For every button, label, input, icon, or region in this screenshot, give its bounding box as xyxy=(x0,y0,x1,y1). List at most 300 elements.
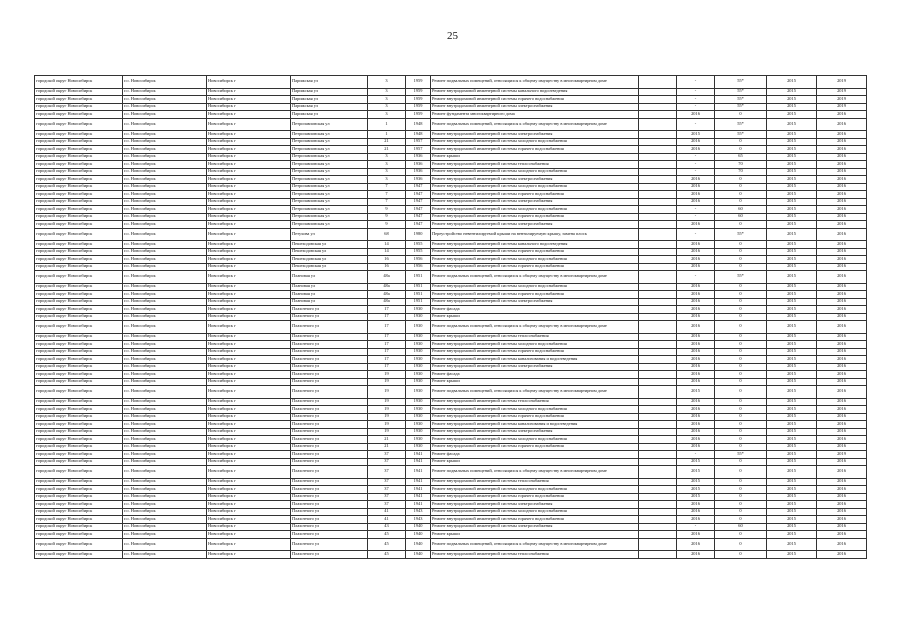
city-cell: Новосибирск г xyxy=(207,271,291,284)
district-cell: городской округ Новосибирск xyxy=(35,458,123,466)
end-year-cell: 2016 xyxy=(817,486,867,494)
work-type-cell: Ремонт внутридомовой инженерной системы горячего водоснабжения xyxy=(431,291,639,299)
district-cell: городской округ Новосибирск xyxy=(35,493,123,501)
street-cell: Плахотного ул xyxy=(291,516,368,524)
planned-year-cell: 2016 xyxy=(677,413,715,421)
wear-percent-cell: 0 xyxy=(715,443,767,451)
work-type-cell: Ремонт крыши xyxy=(431,153,639,161)
end-year-cell: 2016 xyxy=(817,501,867,509)
start-year-cell: 2015 xyxy=(767,356,817,364)
city-cell: Новосибирск г xyxy=(207,363,291,371)
work-type-cell: Ремонт подвальных помещений, относящихся к общему имуществу в многоквартирном доме xyxy=(431,271,639,284)
empty-cell xyxy=(639,96,677,104)
city-cell: Новосибирск г xyxy=(207,538,291,551)
table-row xyxy=(35,131,867,139)
district-cell: городской округ Новосибирск xyxy=(35,501,123,509)
start-year-cell: 2015 xyxy=(767,516,817,524)
empty-cell xyxy=(639,428,677,436)
municipality-cell: г.о. Новосибирск xyxy=(123,371,207,379)
end-year-cell: 2016 xyxy=(817,378,867,386)
end-year-cell: 2016 xyxy=(817,551,867,559)
municipality-cell: г.о. Новосибирск xyxy=(123,146,207,154)
start-year-cell: 2015 xyxy=(767,118,817,131)
wear-percent-cell: 0 xyxy=(715,306,767,314)
district-cell: городской округ Новосибирск xyxy=(35,118,123,131)
city-cell: Новосибирск г xyxy=(207,386,291,399)
street-cell: Плахотного ул xyxy=(291,551,368,559)
district-cell: городской округ Новосибирск xyxy=(35,321,123,334)
empty-cell xyxy=(639,161,677,169)
wear-percent-cell: 0 xyxy=(715,333,767,341)
planned-year-cell: 2016 xyxy=(677,283,715,291)
work-type-cell: Ремонт внутридомовой инженерной системы горячего водоснабжения xyxy=(431,248,639,256)
start-year-cell: 2015 xyxy=(767,378,817,386)
house-number-cell: 17 xyxy=(368,306,406,314)
district-cell: городской округ Новосибирск xyxy=(35,486,123,494)
planned-year-cell: 2016 xyxy=(677,551,715,559)
empty-cell xyxy=(639,146,677,154)
planned-year-cell: 2015 xyxy=(677,466,715,479)
planned-year-cell: 2016 xyxy=(677,321,715,334)
municipality-cell: г.о. Новосибирск xyxy=(123,176,207,184)
planned-year-cell: 2016 xyxy=(677,406,715,414)
empty-cell xyxy=(639,501,677,509)
start-year-cell: 2015 xyxy=(767,248,817,256)
house-number-cell: 21 xyxy=(368,436,406,444)
table-row xyxy=(35,478,867,486)
empty-cell xyxy=(639,493,677,501)
district-cell: городской округ Новосибирск xyxy=(35,551,123,559)
house-number-cell: 3 xyxy=(368,111,406,119)
municipality-cell: г.о. Новосибирск xyxy=(123,406,207,414)
street-cell: Пешеходовская ул xyxy=(291,248,368,256)
house-number-cell: 14 xyxy=(368,241,406,249)
city-cell: Новосибирск г xyxy=(207,76,291,89)
wear-percent-cell: 0 xyxy=(715,486,767,494)
build-year-cell: 1930 xyxy=(406,321,431,334)
start-year-cell: 2015 xyxy=(767,228,817,241)
city-cell: Новосибирск г xyxy=(207,213,291,221)
wear-percent-cell: 0 xyxy=(715,363,767,371)
build-year-cell: 1951 xyxy=(406,298,431,306)
planned-year-cell: - xyxy=(677,228,715,241)
table-row xyxy=(35,111,867,119)
end-year-cell: 2016 xyxy=(817,508,867,516)
start-year-cell: 2015 xyxy=(767,241,817,249)
city-cell: Новосибирск г xyxy=(207,486,291,494)
district-cell: городской округ Новосибирск xyxy=(35,363,123,371)
build-year-cell: 1941 xyxy=(406,501,431,509)
empty-cell xyxy=(639,191,677,199)
table-row xyxy=(35,76,867,89)
planned-year-cell: 2016 xyxy=(677,531,715,539)
city-cell: Новосибирск г xyxy=(207,291,291,299)
municipality-cell: г.о. Новосибирск xyxy=(123,363,207,371)
build-year-cell: 1951 xyxy=(406,283,431,291)
planned-year-cell: 2016 xyxy=(677,241,715,249)
work-type-cell: Ремонт внутридомовой инженерной системы холодного водоснабжения xyxy=(431,183,639,191)
empty-cell xyxy=(639,398,677,406)
start-year-cell: 2015 xyxy=(767,198,817,206)
street-cell: Парижская ул xyxy=(291,103,368,111)
work-type-cell: Ремонт фасада xyxy=(431,451,639,459)
street-cell: Петропавловская ул xyxy=(291,213,368,221)
work-type-cell: Ремонт внутридомовой инженерной системы холодного водоснабжения xyxy=(431,341,639,349)
start-year-cell: 2015 xyxy=(767,103,817,111)
table-row xyxy=(35,248,867,256)
wear-percent-cell: 0 xyxy=(715,356,767,364)
street-cell: Петропавловская ул xyxy=(291,191,368,199)
municipality-cell: г.о. Новосибирск xyxy=(123,153,207,161)
start-year-cell: 2015 xyxy=(767,451,817,459)
end-year-cell: 2016 xyxy=(817,538,867,551)
empty-cell xyxy=(639,348,677,356)
wear-percent-cell: 60 xyxy=(715,206,767,214)
city-cell: Новосибирск г xyxy=(207,228,291,241)
table-row xyxy=(35,458,867,466)
city-cell: Новосибирск г xyxy=(207,458,291,466)
work-type-cell: Ремонт внутридомовой инженерной системы канального водоотведения xyxy=(431,241,639,249)
district-cell: городской округ Новосибирск xyxy=(35,413,123,421)
municipality-cell: г.о. Новосибирск xyxy=(123,191,207,199)
municipality-cell: г.о. Новосибирск xyxy=(123,486,207,494)
street-cell: Парижская ул xyxy=(291,111,368,119)
empty-cell xyxy=(639,356,677,364)
table-row xyxy=(35,241,867,249)
planned-year-cell: 2016 xyxy=(677,248,715,256)
start-year-cell: 2015 xyxy=(767,371,817,379)
wear-percent-cell: 0 xyxy=(715,248,767,256)
planned-year-cell: 2016 xyxy=(677,256,715,264)
municipality-cell: г.о. Новосибирск xyxy=(123,398,207,406)
municipality-cell: г.о. Новосибирск xyxy=(123,386,207,399)
work-type-cell: Ремонт внутридомовой инженерной системы электроснабжения xyxy=(431,501,639,509)
city-cell: Новосибирск г xyxy=(207,436,291,444)
wear-percent-cell: 0 xyxy=(715,371,767,379)
build-year-cell: 1930 xyxy=(406,443,431,451)
wear-percent-cell: 0 xyxy=(715,291,767,299)
empty-cell xyxy=(639,458,677,466)
wear-percent-cell: 55* xyxy=(715,96,767,104)
planned-year-cell: 2016 xyxy=(677,313,715,321)
planned-year-cell: 2015 xyxy=(677,493,715,501)
wear-percent-cell: 55* xyxy=(715,228,767,241)
empty-cell xyxy=(639,478,677,486)
table-row xyxy=(35,421,867,429)
empty-cell xyxy=(639,111,677,119)
work-type-cell: Ремонт внутридомовой инженерной системы горячего водоснабжения xyxy=(431,516,639,524)
city-cell: Новосибирск г xyxy=(207,138,291,146)
municipality-cell: г.о. Новосибирск xyxy=(123,241,207,249)
table-row xyxy=(35,348,867,356)
work-type-cell: Ремонт внутридомовой инженерной системы электроснабжения xyxy=(431,176,639,184)
build-year-cell: 1959 xyxy=(406,96,431,104)
wear-percent-cell: 0 xyxy=(715,478,767,486)
work-type-cell: Ремонт внутридомовой инженерной системы электроснабжения xyxy=(431,221,639,229)
street-cell: Плановая ул xyxy=(291,298,368,306)
city-cell: Новосибирск г xyxy=(207,406,291,414)
end-year-cell: 2016 xyxy=(817,168,867,176)
planned-year-cell: 2016 xyxy=(677,363,715,371)
planned-year-cell: 2016 xyxy=(677,398,715,406)
build-year-cell: 1959 xyxy=(406,111,431,119)
work-type-cell: Ремонт внутридомовой инженерной системы горячего водоснабжения xyxy=(431,493,639,501)
build-year-cell: 1930 xyxy=(406,386,431,399)
planned-year-cell: - xyxy=(677,118,715,131)
city-cell: Новосибирск г xyxy=(207,168,291,176)
end-year-cell: 2016 xyxy=(817,138,867,146)
work-type-cell: Ремонт фасада xyxy=(431,306,639,314)
street-cell: Плахотного ул xyxy=(291,406,368,414)
municipality-cell: г.о. Новосибирск xyxy=(123,283,207,291)
house-number-cell: 19 xyxy=(368,371,406,379)
build-year-cell: 1930 xyxy=(406,413,431,421)
start-year-cell: 2015 xyxy=(767,421,817,429)
district-cell: городской округ Новосибирск xyxy=(35,103,123,111)
planned-year-cell: 2015 xyxy=(677,131,715,139)
build-year-cell: 1930 xyxy=(406,406,431,414)
end-year-cell: 2016 xyxy=(817,176,867,184)
work-type-cell: Ремонт внутридомовой инженерной системы горячего водоснабжения xyxy=(431,443,639,451)
street-cell: Плахотного ул xyxy=(291,508,368,516)
empty-cell xyxy=(639,206,677,214)
start-year-cell: 2015 xyxy=(767,501,817,509)
table-row xyxy=(35,283,867,291)
work-type-cell: Ремонт внутридомовой инженерной системы теплоснабжения xyxy=(431,551,639,559)
table-row xyxy=(35,341,867,349)
district-cell: городской округ Новосибирск xyxy=(35,333,123,341)
house-number-cell: 21 xyxy=(368,146,406,154)
start-year-cell: 2015 xyxy=(767,436,817,444)
municipality-cell: г.о. Новосибирск xyxy=(123,271,207,284)
work-type-cell: Ремонт внутридомовой инженерной системы электроснабжения xyxy=(431,103,639,111)
street-cell: Петропавловская ул xyxy=(291,221,368,229)
work-type-cell: Ремонт крыши xyxy=(431,458,639,466)
build-year-cell: 1959 xyxy=(406,88,431,96)
table-row xyxy=(35,153,867,161)
city-cell: Новосибирск г xyxy=(207,146,291,154)
build-year-cell: 1948 xyxy=(406,131,431,139)
planned-year-cell: 2015 xyxy=(677,486,715,494)
work-type-cell: Ремонт внутридомовой инженерной системы горячего водоснабжения xyxy=(431,263,639,271)
wear-percent-cell: 0 xyxy=(715,531,767,539)
empty-cell xyxy=(639,241,677,249)
wear-percent-cell: 0 xyxy=(715,428,767,436)
table-row xyxy=(35,221,867,229)
start-year-cell: 2015 xyxy=(767,398,817,406)
district-cell: городской округ Новосибирск xyxy=(35,356,123,364)
house-number-cell: 41 xyxy=(368,508,406,516)
empty-cell xyxy=(639,386,677,399)
municipality-cell: г.о. Новосибирск xyxy=(123,96,207,104)
street-cell: Петропавловская ул xyxy=(291,118,368,131)
work-type-cell: Ремонт внутридомовой инженерной системы горячего водоснабжения xyxy=(431,413,639,421)
wear-percent-cell: 55* xyxy=(715,76,767,89)
empty-cell xyxy=(639,378,677,386)
wear-percent-cell: 0 xyxy=(715,538,767,551)
end-year-cell: 2016 xyxy=(817,371,867,379)
municipality-cell: г.о. Новосибирск xyxy=(123,356,207,364)
street-cell: Пешеходовская ул xyxy=(291,241,368,249)
work-type-cell: Ремонт внутридомовой инженерной системы горячего водоснабжения xyxy=(431,348,639,356)
empty-cell xyxy=(639,406,677,414)
empty-cell xyxy=(639,88,677,96)
planned-year-cell: 2016 xyxy=(677,371,715,379)
wear-percent-cell: 0 xyxy=(715,348,767,356)
wear-percent-cell: 0 xyxy=(715,466,767,479)
table-row xyxy=(35,161,867,169)
municipality-cell: г.о. Новосибирск xyxy=(123,76,207,89)
house-number-cell: 9 xyxy=(368,221,406,229)
wear-percent-cell: 0 xyxy=(715,508,767,516)
build-year-cell: 1959 xyxy=(406,103,431,111)
city-cell: Новосибирск г xyxy=(207,88,291,96)
empty-cell xyxy=(639,228,677,241)
wear-percent-cell: 55* xyxy=(715,451,767,459)
house-number-cell: 37 xyxy=(368,466,406,479)
district-cell: городской округ Новосибирск xyxy=(35,183,123,191)
street-cell: Плахотного ул xyxy=(291,428,368,436)
end-year-cell: 2016 xyxy=(817,263,867,271)
municipality-cell: г.о. Новосибирск xyxy=(123,501,207,509)
municipality-cell: г.о. Новосибирск xyxy=(123,551,207,559)
city-cell: Новосибирск г xyxy=(207,191,291,199)
work-type-cell: Ремонт внутридомовой инженерной системы холодного водоснабжения xyxy=(431,436,639,444)
house-number-cell: 37 xyxy=(368,493,406,501)
page-number: 25 xyxy=(447,30,458,42)
district-cell: городской округ Новосибирск xyxy=(35,436,123,444)
city-cell: Новосибирск г xyxy=(207,176,291,184)
city-cell: Новосибирск г xyxy=(207,531,291,539)
empty-cell xyxy=(639,248,677,256)
house-number-cell: 3 xyxy=(368,153,406,161)
planned-year-cell: - xyxy=(677,161,715,169)
district-cell: городской округ Новосибирск xyxy=(35,206,123,214)
city-cell: Новосибирск г xyxy=(207,551,291,559)
street-cell: Плахотного ул xyxy=(291,348,368,356)
work-type-cell: Ремонт внутридомовой инженерной системы теплоснабжения xyxy=(431,161,639,169)
street-cell: Плахотного ул xyxy=(291,478,368,486)
work-type-cell: Ремонт внутридомовой инженерной системы канального водоотведения xyxy=(431,88,639,96)
table-row xyxy=(35,263,867,271)
planned-year-cell: 2016 xyxy=(677,191,715,199)
table-row xyxy=(35,191,867,199)
street-cell: Плахотного ул xyxy=(291,458,368,466)
work-type-cell: Ремонт внутридомовой инженерной системы канализования и водоотведения xyxy=(431,421,639,429)
city-cell: Новосибирск г xyxy=(207,256,291,264)
empty-cell xyxy=(639,451,677,459)
table-row xyxy=(35,508,867,516)
build-year-cell: 1951 xyxy=(406,271,431,284)
start-year-cell: 2015 xyxy=(767,493,817,501)
planned-year-cell: 2016 xyxy=(677,198,715,206)
municipality-cell: г.о. Новосибирск xyxy=(123,451,207,459)
house-number-cell: 43 xyxy=(368,523,406,531)
municipality-cell: г.о. Новосибирск xyxy=(123,138,207,146)
start-year-cell: 2015 xyxy=(767,206,817,214)
build-year-cell: 1936 xyxy=(406,168,431,176)
empty-cell xyxy=(639,443,677,451)
planned-year-cell: - xyxy=(677,451,715,459)
city-cell: Новосибирск г xyxy=(207,478,291,486)
planned-year-cell: 2016 xyxy=(677,443,715,451)
empty-cell xyxy=(639,363,677,371)
house-number-cell: 3 xyxy=(368,103,406,111)
build-year-cell: 1951 xyxy=(406,291,431,299)
district-cell: городской округ Новосибирск xyxy=(35,523,123,531)
start-year-cell: 2015 xyxy=(767,443,817,451)
wear-percent-cell: 60 xyxy=(715,523,767,531)
table-row xyxy=(35,206,867,214)
city-cell: Новосибирск г xyxy=(207,398,291,406)
wear-percent-cell: 0 xyxy=(715,551,767,559)
municipality-cell: г.о. Новосибирск xyxy=(123,228,207,241)
build-year-cell: 1936 xyxy=(406,176,431,184)
municipality-cell: г.о. Новосибирск xyxy=(123,161,207,169)
empty-cell xyxy=(639,413,677,421)
start-year-cell: 2015 xyxy=(767,466,817,479)
table-row xyxy=(35,103,867,111)
table-row xyxy=(35,406,867,414)
start-year-cell: 2015 xyxy=(767,551,817,559)
empty-cell xyxy=(639,198,677,206)
build-year-cell: 1947 xyxy=(406,198,431,206)
city-cell: Новосибирск г xyxy=(207,523,291,531)
work-type-cell: Ремонт внутридомовой инженерной системы электроснабжения xyxy=(431,198,639,206)
municipality-cell: г.о. Новосибирск xyxy=(123,493,207,501)
work-type-cell: Ремонт крыши xyxy=(431,378,639,386)
municipality-cell: г.о. Новосибирск xyxy=(123,443,207,451)
street-cell: Пешеходовская ул xyxy=(291,256,368,264)
build-year-cell: 1959 xyxy=(406,76,431,89)
work-type-cell: Ремонт внутридомовой инженерной системы холодного водоснабжения xyxy=(431,256,639,264)
municipality-cell: г.о. Новосибирск xyxy=(123,341,207,349)
end-year-cell: 2016 xyxy=(817,413,867,421)
city-cell: Новосибирск г xyxy=(207,306,291,314)
table-row xyxy=(35,436,867,444)
municipality-cell: г.о. Новосибирск xyxy=(123,508,207,516)
planned-year-cell: 2016 xyxy=(677,183,715,191)
city-cell: Новосибирск г xyxy=(207,516,291,524)
end-year-cell: 2016 xyxy=(817,356,867,364)
street-cell: Петропавловская ул xyxy=(291,176,368,184)
wear-percent-cell: 0 xyxy=(715,321,767,334)
work-type-cell: Ремонт фасада xyxy=(431,371,639,379)
build-year-cell: 1936 xyxy=(406,153,431,161)
empty-cell xyxy=(639,531,677,539)
municipality-cell: г.о. Новосибирск xyxy=(123,313,207,321)
table-row xyxy=(35,176,867,184)
street-cell: Парижская ул xyxy=(291,96,368,104)
city-cell: Новосибирск г xyxy=(207,183,291,191)
end-year-cell: 2016 xyxy=(817,248,867,256)
municipality-cell: г.о. Новосибирск xyxy=(123,168,207,176)
street-cell: Петропавловская ул xyxy=(291,138,368,146)
street-cell: Плановая ул xyxy=(291,291,368,299)
end-year-cell: 2016 xyxy=(817,321,867,334)
street-cell: Петропавловская ул xyxy=(291,161,368,169)
start-year-cell: 2015 xyxy=(767,508,817,516)
district-cell: городской округ Новосибирск xyxy=(35,161,123,169)
street-cell: Плахотного ул xyxy=(291,306,368,314)
planned-year-cell: 2016 xyxy=(677,263,715,271)
street-cell: Плахотного ул xyxy=(291,421,368,429)
city-cell: Новосибирск г xyxy=(207,298,291,306)
wear-percent-cell: 55* xyxy=(715,103,767,111)
city-cell: Новосибирск г xyxy=(207,221,291,229)
build-year-cell: 1947 xyxy=(406,183,431,191)
empty-cell xyxy=(639,263,677,271)
